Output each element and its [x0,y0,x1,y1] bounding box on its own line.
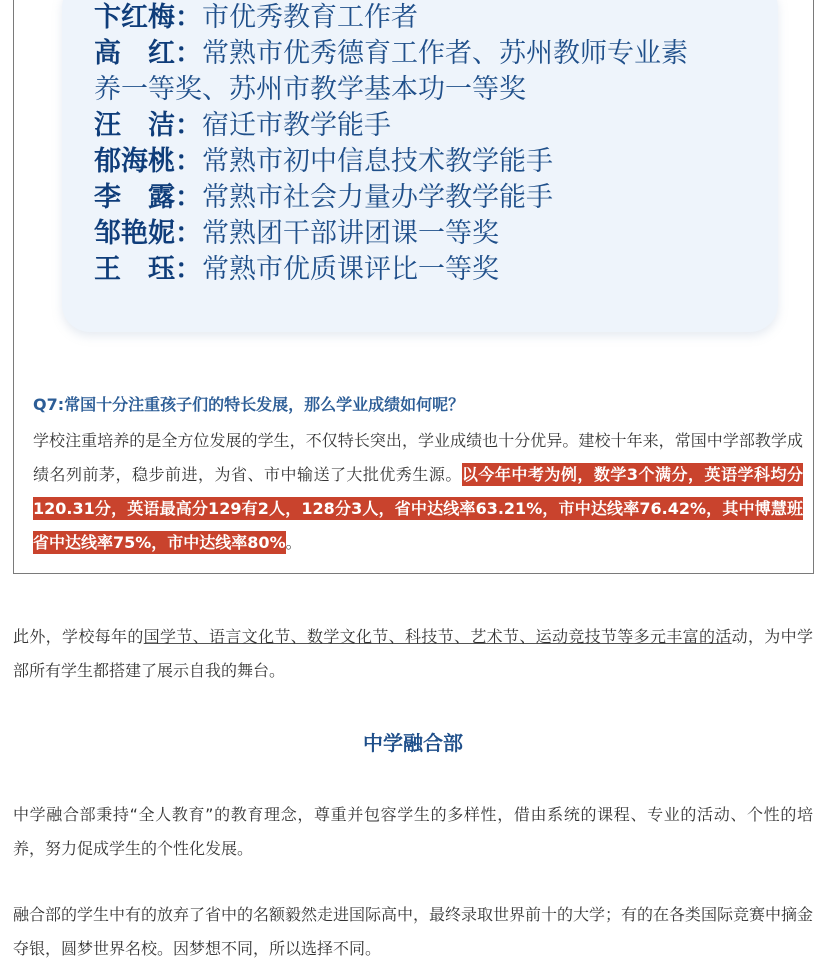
section-title: 中学融合部 [363,731,463,755]
award-name: 邹艳妮： [94,218,202,249]
award-name: 高 红： [94,38,202,69]
answer-text: 学校注重培养的是全方位发展的学生，不仅特长突出，学业成绩也十分优异。建校十年来，常国中学部教学成绩名列前茅，稳步前进，为省、市中输送了大批优秀生源。 [33,431,803,484]
award-list [94,0,774,288]
award-row [94,0,774,36]
answer-end: 。 [285,533,302,552]
qa-answer [33,424,803,560]
festival-paragraph [13,620,813,688]
award-desc: 常熟市优秀德育工作者、苏州教师专业素 [202,38,688,69]
award-row [94,216,774,252]
festival-underlined: 国学节、语言文化节、数学文化节、科技节、艺术节、运动竞技节等多元丰富的活 [143,627,732,646]
award-row [94,252,774,288]
award-desc: 常熟市初中信息技术教学能手 [202,146,553,177]
award-desc: 市优秀教育工作者 [202,2,418,33]
award-row [94,72,774,108]
award-desc: 常熟市优质课评比一等奖 [202,254,499,285]
award-name: 李 露： [94,182,202,213]
award-desc: 常熟团干部讲团课一等奖 [202,218,499,249]
award-name: 郁海桃： [94,146,202,177]
award-name: 汪 洁： [94,110,202,141]
award-row [94,144,774,180]
festival-suffix: 动，为中学部所有学生都搭建了展示自我的舞台。 [13,627,813,680]
festival-prefix: 此外，学校每年的 [13,627,144,646]
award-desc: 养一等奖、苏州市教学基本功一等奖 [94,74,526,105]
answer-highlight: 以今年中考为例，数学3个满分，英语学科均分120.31分，英语最高分129有2人，128分3人，省中达线率63.21%，市中达线率76.42%，其中博慧班省中达线率75%，市中达线率80% [33,465,803,552]
award-desc: 常熟市社会力量办学教学能手 [202,182,553,213]
award-name: 卞红梅： [94,2,202,33]
award-row [94,36,774,72]
students-paragraph: 融合部的学生中有的放弃了省中的名额毅然走进国际高中，最终录取世界前十的大学；有的在各类国际竞赛中摘金夺银，圆梦世界名校。因梦想不同，所以选择不同。 [13,905,814,958]
award-desc: 宿迁市教学能手 [202,110,391,141]
award-row [94,108,774,144]
award-row [94,180,774,216]
award-name: 王 珏： [94,254,202,285]
intro-paragraph: 中学融合部秉持“全人教育”的教育理念，尊重并包容学生的多样性，借由系统的课程、专业的活动、个性的培养，努力促成学生的个性化发展。 [13,805,813,858]
qa-question: Q7:常国十分注重孩子们的特长发展，那么学业成绩如何呢？ [33,395,465,414]
qa-content-box [13,0,814,574]
